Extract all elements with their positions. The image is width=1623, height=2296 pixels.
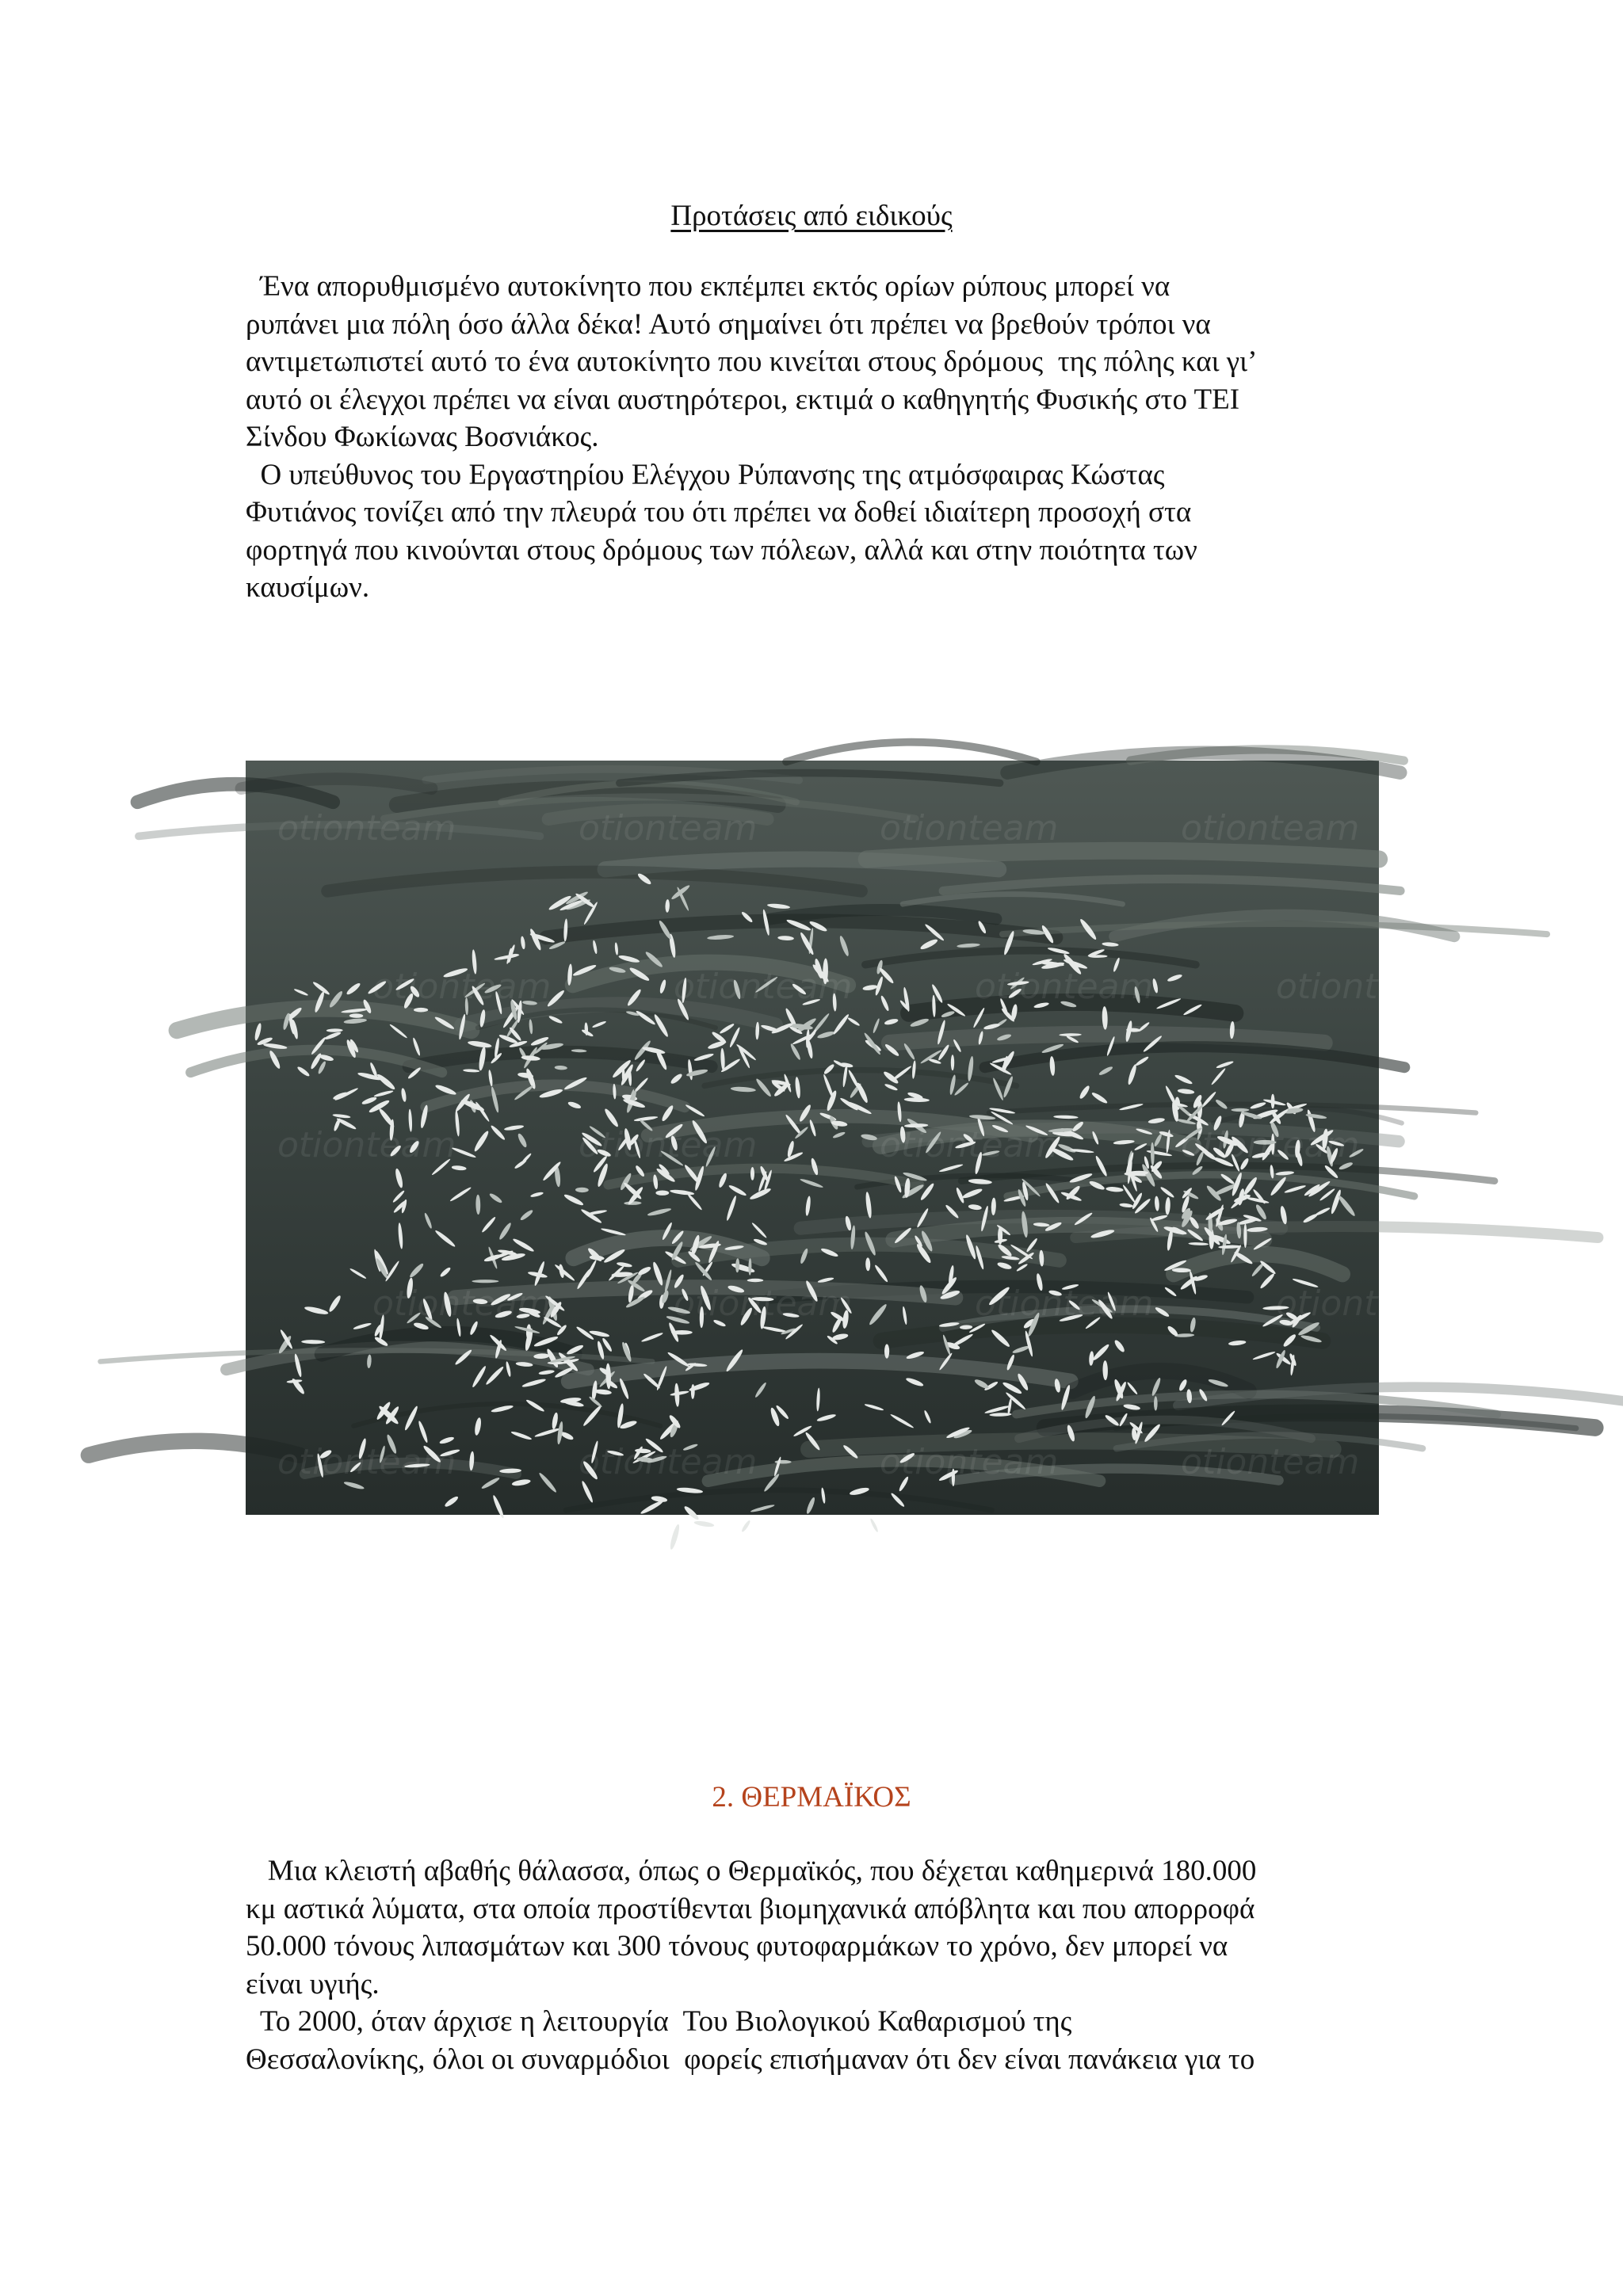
fish xyxy=(869,1518,879,1533)
watermark-text: otionteam xyxy=(277,1125,456,1165)
text-line: ρυπάνει μια πόλη όσο άλλα δέκα! Αυτό σημαίνει ότι πρέπει να βρεθούν τρόποι να xyxy=(246,307,1211,341)
watermark-text: otionteam xyxy=(674,967,853,1007)
text-line: Μια κλειστή αβαθής θάλασσα, όπως ο Θερμαϊκός, που δέχεται καθημερινά 180.000 xyxy=(246,1855,1257,1887)
text-line: Ο υπεύθυνος του Εργαστηρίου Ελέγχου Ρύπανσης της ατμόσφαιρας Κώστας xyxy=(246,458,1165,491)
text-line: Φυτιάνος τονίζει από την πλευρά του ότι πρέπει να δοθεί ιδιαίτερη προσοχή στα xyxy=(246,496,1192,528)
watermark-text: otionteam xyxy=(975,1283,1154,1324)
fish xyxy=(747,1279,764,1282)
fish xyxy=(951,1055,954,1070)
watermark-text: otionteam xyxy=(372,1283,552,1324)
section-heading-thermaikos: 2. ΘΕΡΜΑΪΚΟΣ xyxy=(712,1781,911,1814)
fish xyxy=(741,1520,751,1533)
watermark-text: otionteam xyxy=(880,808,1059,849)
paragraph-thermaikos xyxy=(246,1852,1387,2078)
wave-ripple xyxy=(137,784,333,803)
fish xyxy=(1243,1224,1247,1249)
photo-canvas xyxy=(246,761,1455,1515)
watermark-text: otionteam xyxy=(579,808,758,849)
wave-ripple xyxy=(89,1441,300,1455)
watermark-text: otionteam xyxy=(1181,1125,1360,1165)
fish xyxy=(998,1226,1002,1245)
watermark-text: otionteam xyxy=(579,1442,758,1482)
text-line: αντιμετωπιστεί αυτό το ένα αυτοκίνητο που κινείται στους δρόμους της πόλης και γι’ xyxy=(246,345,1258,378)
text-line: καυσίμων. xyxy=(246,571,370,604)
fish xyxy=(750,1167,754,1180)
paragraph-proposals xyxy=(246,268,1387,607)
text-line: είναι υγιής. xyxy=(246,1967,380,2000)
text-line: 50.000 τόνους λιπασμάτων και 300 τόνους φυτοφαρμάκων το χρόνο, δεν μπορεί να xyxy=(246,1930,1228,1962)
fish xyxy=(622,1068,625,1082)
watermark-text: otionteam xyxy=(1276,1283,1455,1324)
fish xyxy=(655,1191,669,1196)
fish xyxy=(414,1008,428,1013)
text-line: κμ αστικά λύματα, στα οποία προστίθενται βιομηχανικά απόβλητα και που απορροφά xyxy=(246,1892,1255,1925)
section-heading-proposals: Προτάσεις από ειδικούς xyxy=(670,200,953,232)
watermark-text: otionteam xyxy=(1276,967,1455,1007)
watermark-text: otionteam xyxy=(880,1442,1059,1482)
fish xyxy=(669,1524,681,1550)
fish xyxy=(884,1344,889,1359)
text-line: Σίνδου Φωκίωνας Βοσνιάκος. xyxy=(246,421,599,453)
wave-ripple xyxy=(786,742,1037,762)
watermark-text: otionteam xyxy=(1181,808,1360,849)
watermark-text: otionteam xyxy=(579,1125,758,1165)
watermark-text: otionteam xyxy=(372,967,552,1007)
text-line: αυτό οι έλεγχοι πρέπει να είναι αυστηρότεροι, εκτιμά ο καθηγητής Φυσικής στο ΤΕΙ xyxy=(246,383,1240,416)
text-line: Το 2000, όταν άρχισε η λειτουργία Του Βιολογικού Καθαρισμού της xyxy=(246,2005,1072,2038)
watermark-text: otionteam xyxy=(277,808,456,849)
dead-fish-photo xyxy=(246,761,1455,1515)
text-line: Ένα απορυθμισμένο αυτοκίνητο που εκπέμπει εκτός ορίων ρύπους μπορεί να xyxy=(246,270,1170,303)
fish xyxy=(693,1520,714,1528)
watermark-text: otionteam xyxy=(674,1283,853,1324)
text-line: Θεσσαλονίκης, όλοι οι συναρμόδιοι φορείς επισήμαναν ότι δεν είναι πανάκεια για το xyxy=(246,2042,1255,2076)
fish xyxy=(1232,1108,1250,1112)
watermark-text: otionteam xyxy=(975,967,1154,1007)
wave-ripple xyxy=(867,851,1380,860)
text-line: φορτηγά που κινούνται στους δρόμους των πόλεων, αλλά και στην ποιότητα των xyxy=(246,533,1197,566)
fish xyxy=(1154,1396,1158,1410)
watermark-text: otionteam xyxy=(880,1125,1059,1165)
watermark-text: otionteam xyxy=(1181,1442,1360,1482)
fish xyxy=(671,1330,693,1335)
fish xyxy=(472,1280,498,1283)
watermark-text: otionteam xyxy=(277,1442,456,1482)
